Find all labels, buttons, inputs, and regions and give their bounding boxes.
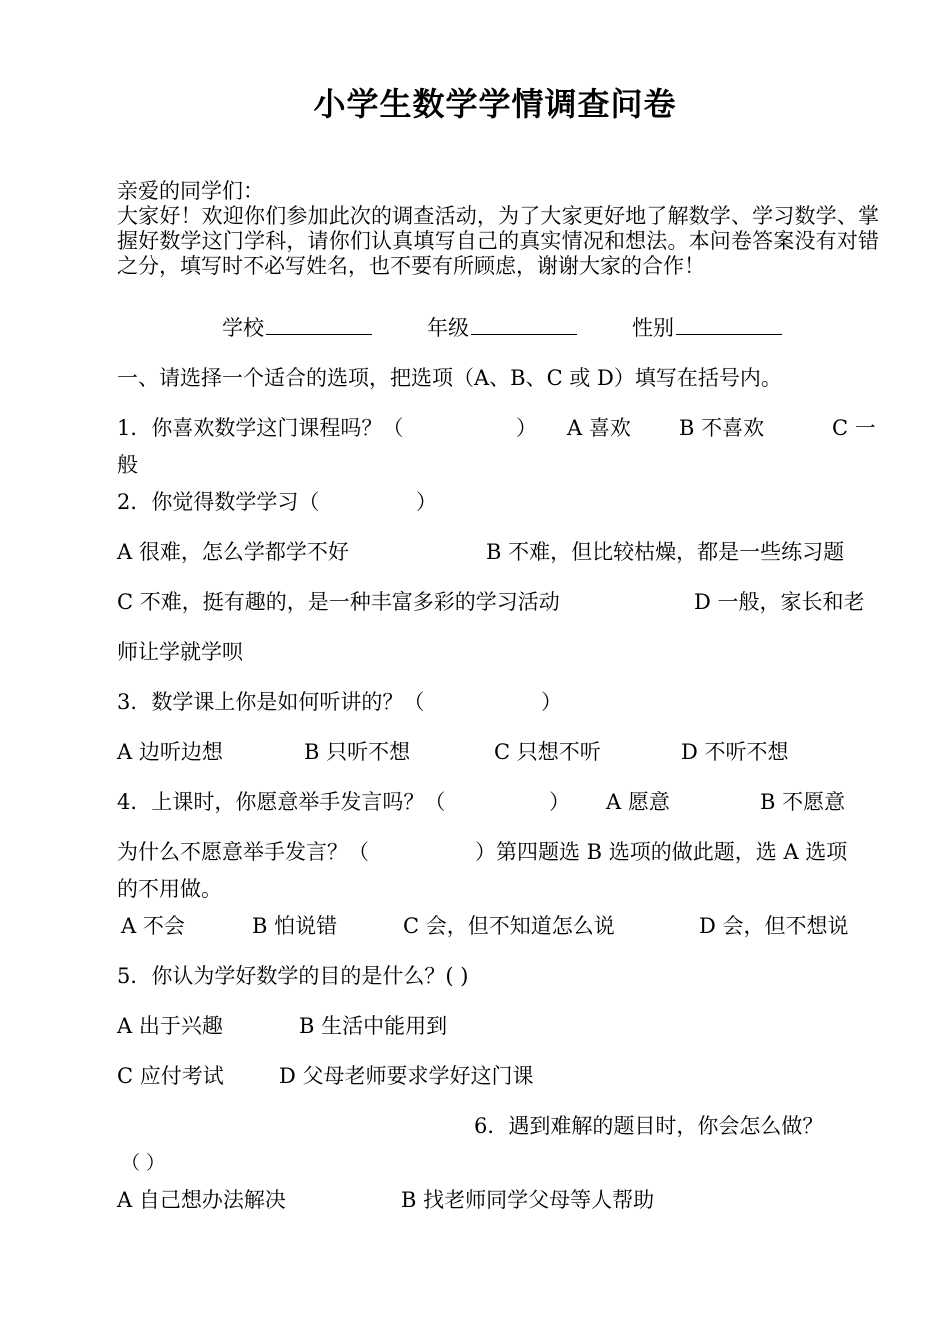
q3-text: 3．数学课上你是如何听讲的？（ <box>117 690 425 714</box>
school-label: 学校 <box>222 316 264 340</box>
grade-blank[interactable] <box>471 314 577 335</box>
q6-text: 6．遇到难解的题目时，你会怎么做？ <box>474 1114 824 1138</box>
q5-text: 5．你认为学好数学的目的是什么？( ) <box>117 964 469 988</box>
q1-text: 1．你喜欢数学这门课程吗？（ <box>117 416 404 440</box>
grade-label: 年级 <box>427 316 469 340</box>
q4-follow-option-a[interactable]: A 不会 <box>121 914 185 938</box>
q3-option-a[interactable]: A 边听边想 <box>117 740 223 764</box>
q6-paren: （ ） <box>121 1152 166 1174</box>
q4-option-a[interactable]: A 愿意 <box>606 790 670 814</box>
q4-follow-text: 为什么不愿意举手发言？（ <box>117 840 369 864</box>
q4-follow-option-b[interactable]: B 怕说错 <box>252 914 338 938</box>
q2-option-a[interactable]: A 很难，怎么学都学不好 <box>117 540 349 564</box>
q4-option-b[interactable]: B 不愿意 <box>760 790 846 814</box>
gender-label: 性别 <box>632 316 674 340</box>
q1-paren-close: ） <box>516 416 537 440</box>
q1-option-c[interactable]: C 一 <box>832 416 876 440</box>
q3-option-c[interactable]: C 只想不听 <box>494 740 601 764</box>
q1-option-b[interactable]: B 不喜欢 <box>679 416 765 440</box>
q4-text: 4．上课时，你愿意举手发言吗？（ <box>117 790 446 814</box>
q6-option-a[interactable]: A 自己想办法解决 <box>117 1188 286 1212</box>
section1-title: 一、请选择一个适合的选项，把选项（A、B、C 或 D）填写在括号内。 <box>117 366 782 390</box>
intro-paragraph: 大家好！欢迎你们参加此次的调查活动，为了大家更好地了解数学、学习数学、掌握好数学这门学科，请你们认真填写自己的真实情况和想法。本问卷答案没有对错之分，填写时不必写姓名，也不要有所顾虑，谢谢大家的合作！ <box>117 204 879 278</box>
q4-follow-close: ）第四题选 B 选项的做此题，选 A 选项 <box>475 840 848 864</box>
q4-follow-option-d[interactable]: D 会，但不想说 <box>699 914 849 938</box>
q2-option-d[interactable]: D 一般，家长和老 <box>694 590 865 614</box>
school-field[interactable] <box>222 314 372 342</box>
q5-option-d[interactable]: D 父母老师要求学好这门课 <box>279 1064 534 1088</box>
q5-option-a[interactable]: A 出于兴趣 <box>117 1014 223 1038</box>
gender-field[interactable] <box>632 314 782 342</box>
q1-wrap: 般 <box>117 453 138 477</box>
gender-blank[interactable] <box>676 314 782 335</box>
q2-option-c[interactable]: C 不难，挺有趣的，是一种丰富多彩的学习活动 <box>117 590 560 614</box>
q3-option-b[interactable]: B 只听不想 <box>304 740 411 764</box>
greeting: 亲爱的同学们： <box>117 179 264 203</box>
q3-paren-close: ） <box>541 690 562 714</box>
q4-paren-close: ） <box>549 790 570 814</box>
school-blank[interactable] <box>266 314 372 335</box>
q6-option-b[interactable]: B 找老师同学父母等人帮助 <box>401 1188 655 1212</box>
grade-field[interactable] <box>427 314 577 342</box>
page-title: 小学生数学学情调查问卷 <box>313 85 677 123</box>
q5-option-b[interactable]: B 生活中能用到 <box>299 1014 448 1038</box>
q4-follow-option-c[interactable]: C 会，但不知道怎么说 <box>403 914 615 938</box>
q1-option-a[interactable]: A 喜欢 <box>567 416 631 440</box>
q5-option-c[interactable]: C 应付考试 <box>117 1064 224 1088</box>
q4-follow-wrap: 的不用做。 <box>117 877 222 901</box>
q3-option-d[interactable]: D 不听不想 <box>681 740 789 764</box>
q2-option-d-wrap: 师让学就学呗 <box>117 640 243 664</box>
q2-text: 2．你觉得数学学习（ <box>117 490 320 514</box>
q2-paren-close: ） <box>416 490 437 514</box>
q2-option-b[interactable]: B 不难，但比较枯燥，都是一些练习题 <box>486 540 845 564</box>
